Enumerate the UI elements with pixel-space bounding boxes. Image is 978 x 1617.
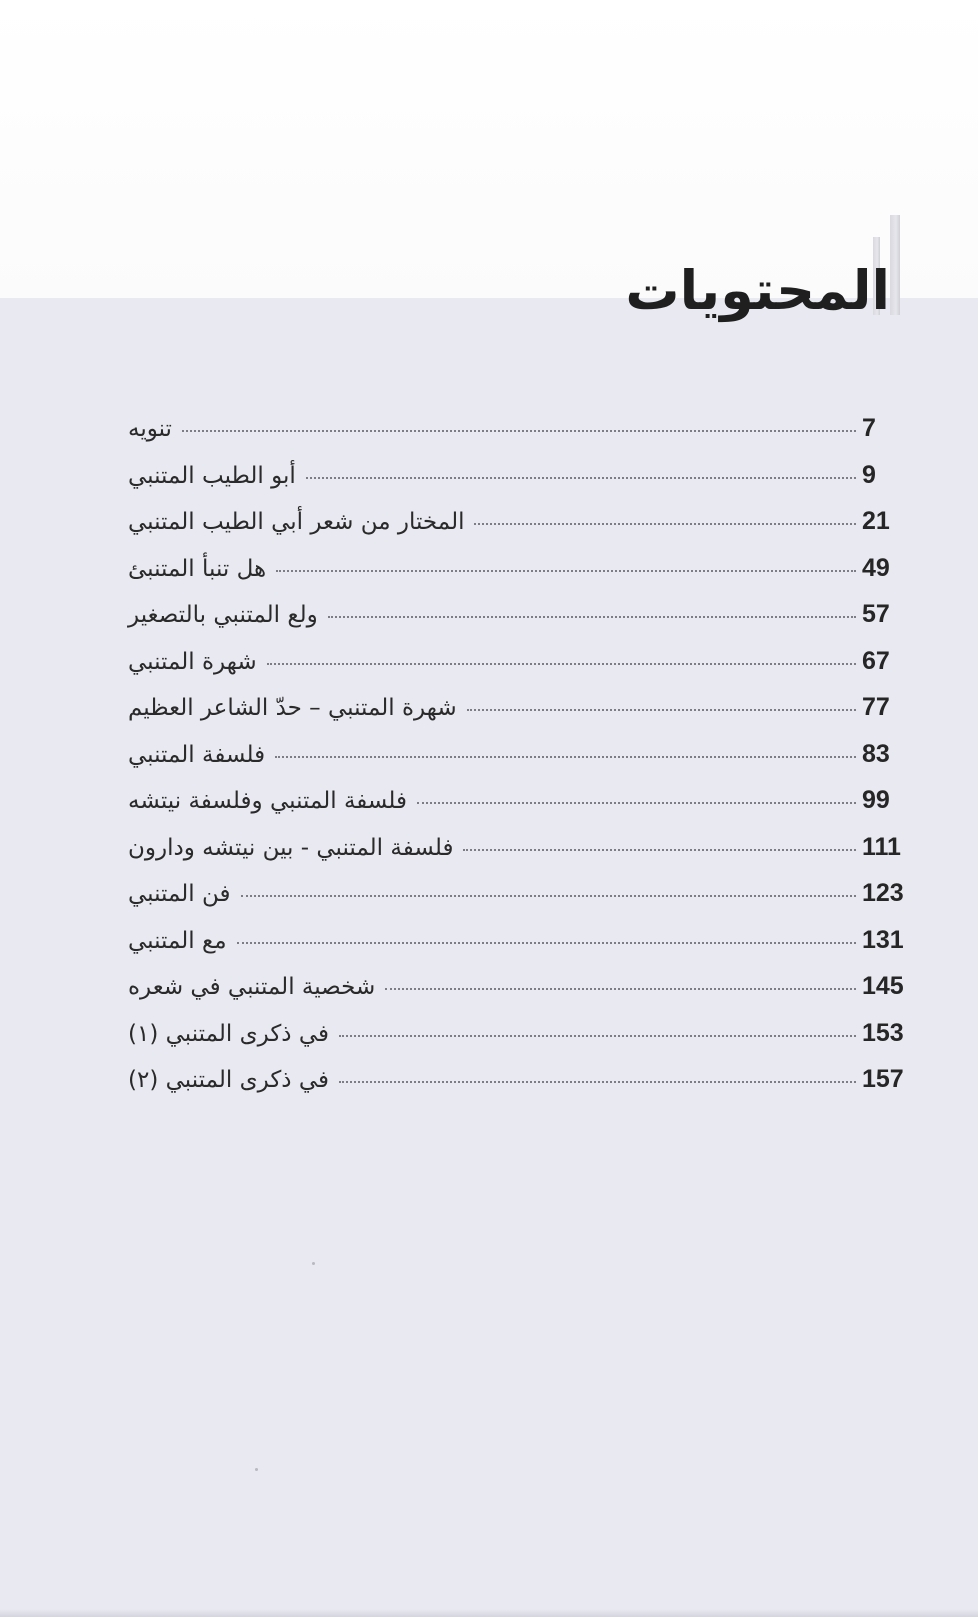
toc-entry-title: شهرة المتنبي — [128, 648, 257, 675]
toc-entry — [118, 740, 910, 787]
toc-entry-page-number: 157 — [862, 1065, 904, 1093]
page-title: المحتويات — [625, 259, 890, 322]
toc-entry-title: المختار من شعر أبي الطيب المتنبي — [128, 509, 465, 535]
toc-entry-title: في ذكرى المتنبي (٢) — [128, 1067, 329, 1093]
toc-entry — [118, 414, 910, 461]
dot-leader — [328, 616, 856, 618]
toc-entry — [118, 1019, 910, 1066]
toc-entry — [118, 833, 910, 880]
toc-entry-title: هل تنبأ المتنبئ — [128, 555, 267, 582]
toc-entry — [118, 879, 910, 926]
dot-leader — [467, 709, 856, 711]
toc-entry-title: أبو الطيب المتنبي — [128, 462, 296, 489]
toc-entry-page-number: 123 — [862, 879, 904, 907]
toc-entry — [118, 554, 910, 601]
dot-leader — [267, 663, 856, 665]
toc-entry-page-number: 67 — [862, 646, 890, 675]
dot-leader — [306, 477, 856, 479]
paper-speck — [312, 1262, 315, 1265]
toc-entry-title: شخصية المتنبي في شعره — [128, 974, 376, 1000]
dot-leader — [339, 1081, 856, 1083]
toc-entry-page-number: 145 — [862, 972, 904, 1000]
dot-leader — [463, 849, 856, 851]
toc-entry-page-number: 77 — [862, 693, 890, 721]
dot-leader — [241, 895, 856, 897]
page-bottom-edge — [0, 1609, 978, 1617]
toc-entry — [118, 600, 910, 647]
toc-entry-title: في ذكرى المتنبي (١) — [128, 1020, 329, 1047]
dot-leader — [474, 523, 856, 525]
paper-speck — [255, 1468, 258, 1471]
toc-entry-page-number: 49 — [862, 553, 890, 582]
toc-entry-page-number: 83 — [862, 739, 890, 768]
toc-entry-title: فلسفة المتنبي وفلسفة نيتشه — [128, 788, 408, 814]
toc-entry-title: مع المتنبي — [128, 927, 227, 954]
dot-leader — [417, 802, 856, 804]
table-of-contents — [118, 414, 910, 1112]
toc-entry-page-number: 21 — [862, 507, 890, 535]
toc-entry — [118, 786, 910, 833]
toc-entry-page-number: 57 — [862, 600, 890, 628]
dot-leader — [339, 1035, 856, 1037]
toc-entry — [118, 972, 910, 1019]
dot-leader — [276, 570, 856, 572]
dot-leader — [237, 942, 856, 944]
toc-entry — [118, 461, 910, 508]
toc-entry-page-number: 153 — [862, 1018, 904, 1047]
toc-entry — [118, 693, 910, 740]
toc-entry — [118, 507, 910, 554]
toc-entry-title: فلسفة المتنبي — [128, 741, 266, 768]
toc-entry-page-number: 111 — [862, 832, 901, 861]
toc-entry-page-number: 99 — [862, 786, 890, 814]
toc-entry-title: تنويه — [128, 416, 172, 442]
toc-entry — [118, 647, 910, 694]
toc-entry — [118, 926, 910, 973]
toc-entry-page-number: 9 — [862, 460, 876, 489]
title-decoration-bar — [890, 215, 900, 315]
toc-entry-title: فلسفة المتنبي - بين نيتشه ودارون — [128, 834, 454, 861]
dot-leader — [182, 430, 856, 432]
toc-entry-page-number: 7 — [862, 414, 876, 442]
toc-entry — [118, 1065, 910, 1112]
toc-entry-page-number: 131 — [862, 925, 904, 954]
dot-leader — [385, 988, 856, 990]
toc-entry-title: فن المتنبي — [128, 881, 231, 907]
dot-leader — [275, 756, 856, 758]
toc-entry-title: ولع المتنبي بالتصغير — [128, 602, 318, 628]
title-block — [560, 215, 900, 335]
toc-entry-title: شهرة المتنبي – حدّ الشاعر العظيم — [128, 695, 457, 721]
